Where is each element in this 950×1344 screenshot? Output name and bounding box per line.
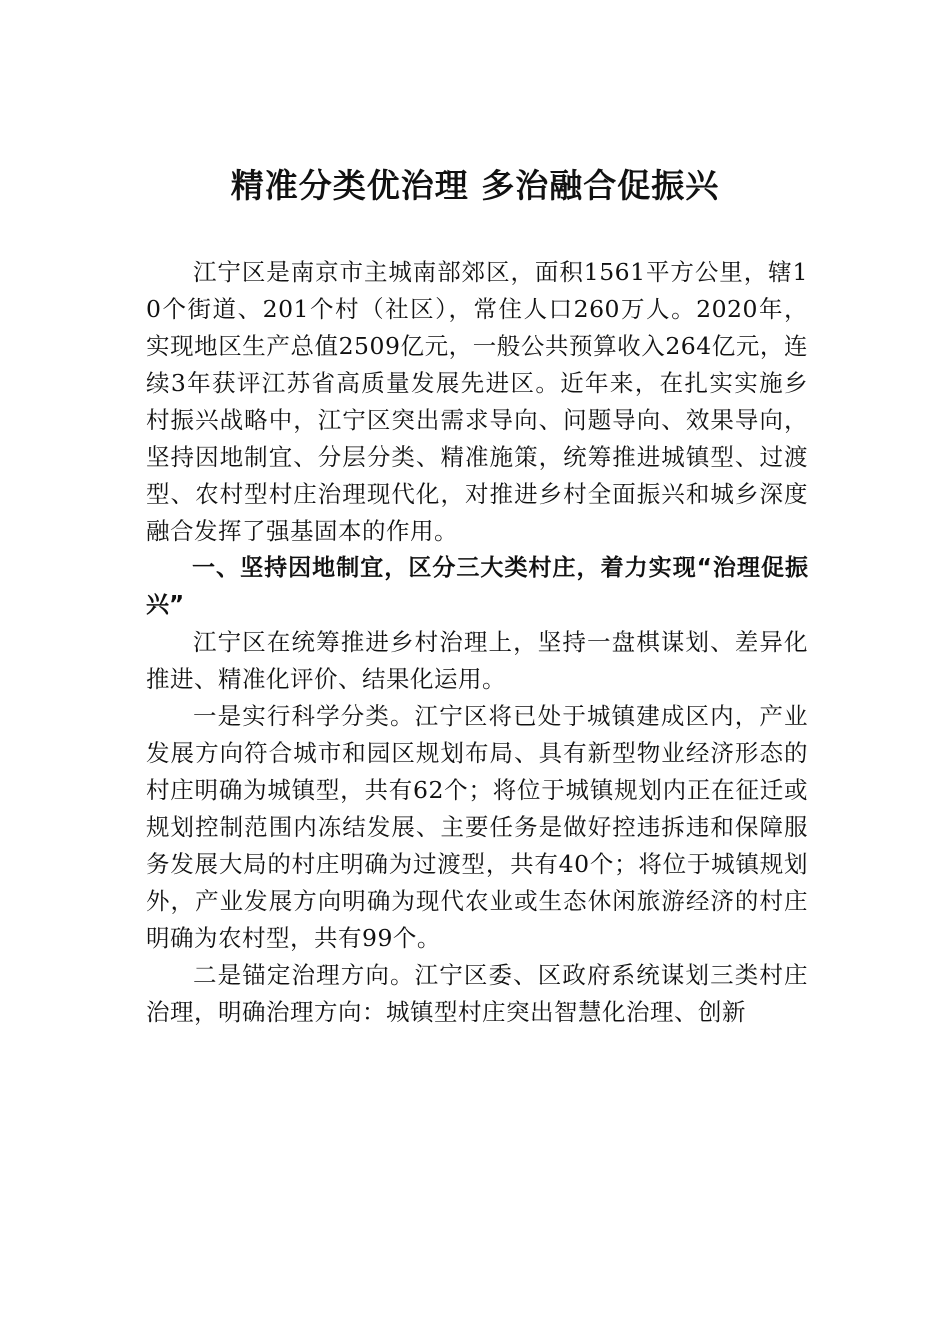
document-title: 精准分类优治理 多治融合促振兴 [230, 166, 720, 205]
section-intro-paragraph: 江宁区在统筹推进乡村治理上，坚持一盘棋谋划、差异化推进、精准化评价、结果化运用。 [146, 628, 808, 693]
document-body [146, 254, 808, 1031]
intro-paragraph: 江宁区是南京市主城南部郊区，面积1561平方公里，辖10个街道、201个村（社区），常住人口260万人。2020年，实现地区生产总值2509亿元，一般公共预算收入264亿元，连续3年获评江苏省高质量发展先进区。近年来，在扎实实施乡村振兴战略中，江宁区突出需求导向、问题导向、效果导向，坚持因地制宜、分层分类、精准施策，统筹推进城镇型、过渡型、农村型村庄治理现代化，对推进乡村全面振兴和城乡深度融合发挥了强基固本的作用。 [146, 258, 808, 545]
direction-paragraph: 二是锚定治理方向。江宁区委、区政府系统谋划三类村庄治理，明确治理方向：城镇型村庄突出智慧化治理、创新 [146, 961, 808, 1026]
section-heading-1: 一、坚持因地制宜，区分三大类村庄，着力实现“治理促振兴” [146, 555, 808, 618]
classification-paragraph: 一是实行科学分类。江宁区将已处于城镇建成区内，产业发展方向符合城市和园区规划布局、具有新型物业经济形态的村庄明确为城镇型，共有62个；将位于城镇规划内正在征迁或规划控制范围内冻结发展、主要任务是做好控违拆违和保障服务发展大局的村庄明确为过渡型，共有40个；将位于城镇规划外，产业发展方向明确为现代农业或生态休闲旅游经济的村庄明确为农村型，共有99个。 [146, 702, 808, 952]
